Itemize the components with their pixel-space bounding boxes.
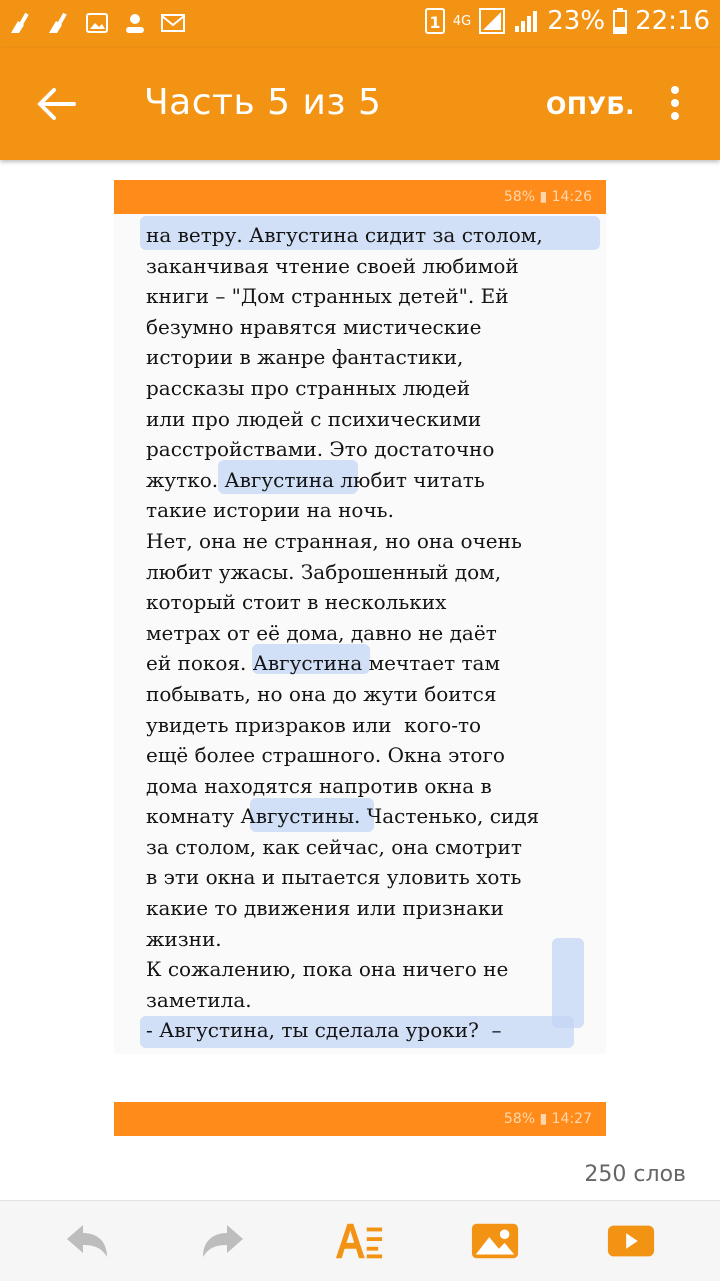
story-line: любит ужасы. Заброшенный дом, xyxy=(146,559,502,584)
image-icon xyxy=(470,1221,520,1261)
publish-button[interactable]: ОПУБ. xyxy=(546,92,635,120)
story-line: Нет, она не странная, но она очень xyxy=(146,528,522,553)
story-line: ей покоя. Августина мечтает там xyxy=(146,651,501,676)
page-title: Часть 5 из 5 xyxy=(144,82,382,123)
signal-icon xyxy=(479,8,505,34)
signal-bars-icon xyxy=(513,8,539,34)
story-line: жутко. Августина любит читать xyxy=(146,467,485,492)
gallery-icon xyxy=(84,11,110,35)
mail-icon xyxy=(160,11,186,35)
embedded-status-text-next: 58% ▮ 14:27 xyxy=(503,1111,592,1127)
embedded-text-image xyxy=(114,180,606,1054)
story-line: заметила. xyxy=(146,987,252,1012)
video-icon xyxy=(606,1221,656,1261)
battery-percent: 23% xyxy=(547,6,606,36)
back-arrow-icon[interactable] xyxy=(36,84,76,124)
story-line: увидеть призраков или кого-то xyxy=(146,712,482,737)
undo-icon xyxy=(63,1221,111,1261)
story-line: или про людей с психическими xyxy=(146,406,482,431)
person-icon xyxy=(122,11,148,35)
story-line: К сожалению, пока она ничего не xyxy=(146,957,509,982)
undo-button[interactable] xyxy=(62,1219,112,1263)
cleaner-icon xyxy=(8,11,34,35)
embedded-status-bar xyxy=(114,180,606,214)
redo-icon xyxy=(199,1221,247,1261)
battery-charging-icon xyxy=(613,8,627,34)
story-line: за столом, как сейчас, она смотрит xyxy=(146,834,522,859)
story-line: ещё более страшного. Окна этого xyxy=(146,743,505,768)
embedded-status-text: 58% ▮ 14:26 xyxy=(503,189,592,205)
story-line: истории в жанре фантастики, xyxy=(146,345,464,370)
story-line: в эти окна и пытается уловить хоть xyxy=(146,865,522,890)
story-line: такие истории на ночь. xyxy=(146,498,394,523)
story-line: рассказы про странных людей xyxy=(146,375,471,400)
story-line: побывать, но она до жути боится xyxy=(146,681,497,706)
story-line: расстройствами. Это достаточно xyxy=(146,437,495,462)
story-line: жизни. xyxy=(146,926,222,951)
story-line: - Августина, ты сделала уроки? – xyxy=(146,1018,502,1043)
story-line: дома находятся напротив окна в xyxy=(146,773,492,798)
insert-image-button[interactable] xyxy=(470,1219,520,1263)
story-line: который стоит в нескольких xyxy=(146,590,447,615)
story-line: книги – "Дом странных детей". Ей xyxy=(146,284,509,309)
sim-slot-indicator: 1 xyxy=(425,8,445,34)
clock: 22:16 xyxy=(635,6,710,36)
embedded-status-bar-next xyxy=(114,1102,606,1136)
story-line: какие то движения или признаки xyxy=(146,896,504,921)
network-type: 4G xyxy=(452,13,472,29)
word-count: 250 слов xyxy=(584,1162,686,1187)
app-bar xyxy=(0,48,720,160)
redo-button[interactable] xyxy=(198,1219,248,1263)
status-bar xyxy=(0,0,720,48)
text-format-button[interactable] xyxy=(334,1219,384,1263)
story-line: безумно нравятся мистические xyxy=(146,314,482,339)
text-format-icon xyxy=(334,1221,384,1261)
story-line: метрах от её дома, давно не даёт xyxy=(146,620,497,645)
notification-icons xyxy=(8,11,186,35)
bottom-toolbar xyxy=(0,1200,720,1281)
story-text xyxy=(146,220,586,1046)
story-line: на ветру. Августина сидит за столом, xyxy=(146,223,543,247)
overflow-menu-icon[interactable] xyxy=(668,86,682,126)
system-status xyxy=(425,6,710,36)
story-line: заканчивая чтение своей любимой xyxy=(146,253,519,278)
cleaner-icon-2 xyxy=(46,11,72,35)
story-line: комнату Августины. Частенько, сидя xyxy=(146,804,540,829)
insert-video-button[interactable] xyxy=(606,1219,656,1263)
